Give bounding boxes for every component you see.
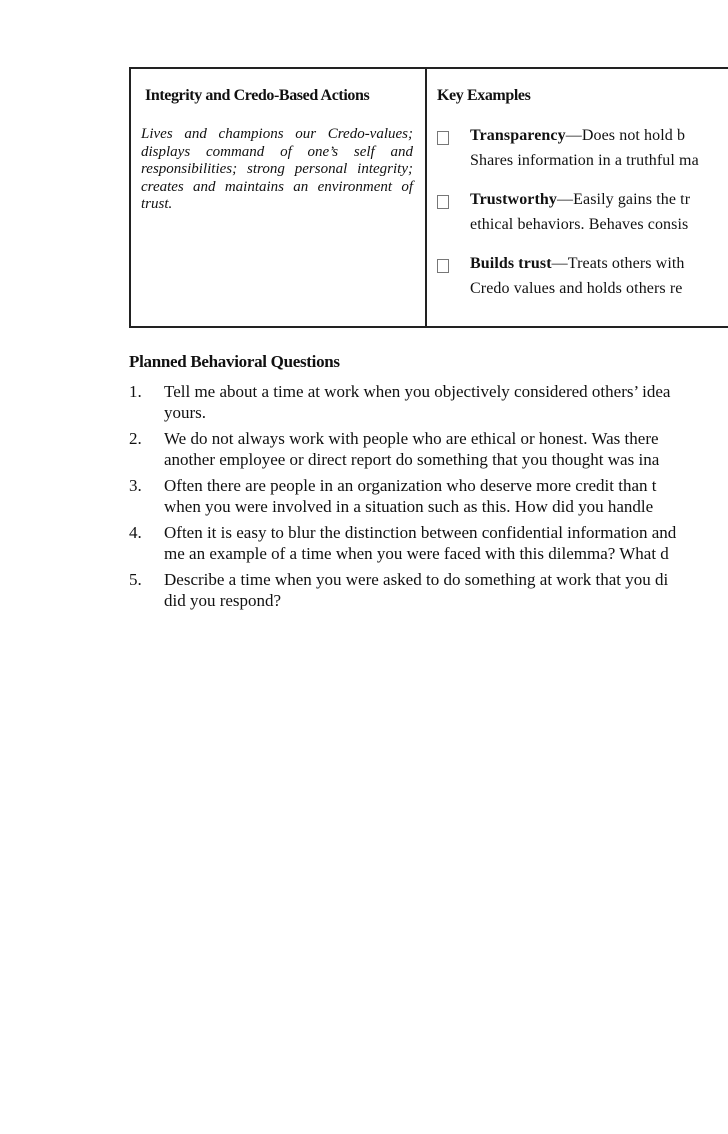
header-competency: Integrity and Credo-Based Actions (145, 87, 370, 104)
question-line: Describe a time when you were asked to do something at work that you di (164, 570, 669, 589)
question-item (129, 522, 728, 564)
question-number: 4. (129, 523, 142, 542)
example-term: Transparency (470, 127, 566, 144)
example-term: Trustworthy (470, 191, 558, 208)
question-number: 5. (129, 570, 142, 589)
column-divider (425, 69, 427, 326)
key-example-transparency (437, 127, 728, 191)
questions-list (129, 381, 728, 616)
header-key-examples: Key Examples (437, 87, 531, 104)
competency-table (129, 67, 728, 328)
example-text: —Easily gains the tr (557, 191, 691, 208)
question-item (129, 428, 728, 470)
question-line: yours. (164, 403, 207, 422)
key-examples-list (437, 127, 728, 319)
question-line: Tell me about a time at work when you objectively considered others’ idea (164, 382, 671, 401)
question-line: when you were involved in a situation such as this. How did you handle (164, 497, 654, 516)
questions-heading: Planned Behavioral Questions (129, 352, 340, 371)
question-line: did you respond? (164, 591, 282, 610)
example-text: —Treats others with (551, 255, 685, 272)
question-line: We do not always work with people who are ethical or honest. Was there (164, 429, 659, 448)
bullet-box-icon (437, 195, 449, 209)
question-line: Often it is easy to blur the distinction between confidential information and (164, 523, 677, 542)
question-line: me an example of a time when you were faced with this dilemma? What d (164, 544, 669, 563)
key-example-builds-trust (437, 255, 728, 319)
competency-description: Lives and champions our Credo-values; displays command of one’s self and responsibilities; strong personal integrity; creates and maintains an environment of trust. (141, 126, 413, 212)
example-term: Builds trust (470, 255, 552, 272)
example-text-continued: Credo values and holds others re (470, 280, 683, 297)
question-line: Often there are people in an organization who deserve more credit than t (164, 476, 657, 495)
question-number: 1. (129, 382, 142, 401)
example-text-continued: ethical behaviors. Behaves consis (470, 216, 689, 233)
bullet-box-icon (437, 131, 449, 145)
key-example-trustworthy (437, 191, 728, 255)
example-text: —Does not hold b (565, 127, 686, 144)
question-item (129, 475, 728, 517)
question-number: 2. (129, 429, 142, 448)
example-text-continued: Shares information in a truthful ma (470, 152, 699, 169)
question-number: 3. (129, 476, 142, 495)
question-line: another employee or direct report do something that you thought was ina (164, 450, 660, 469)
bullet-box-icon (437, 259, 449, 273)
question-item (129, 381, 728, 423)
question-item (129, 569, 728, 611)
